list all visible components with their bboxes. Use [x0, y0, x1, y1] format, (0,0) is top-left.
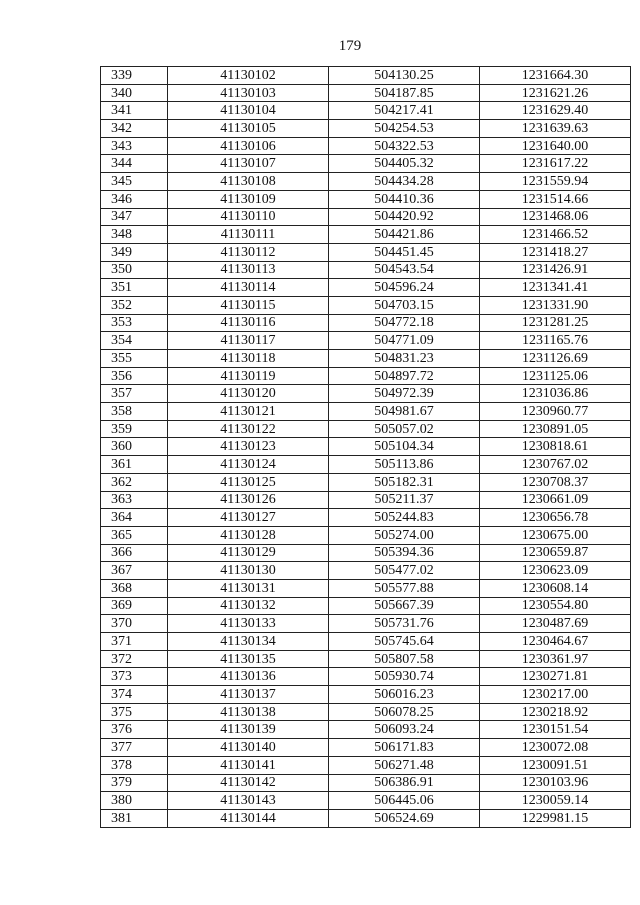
row-number-cell: 340 — [101, 84, 168, 102]
point-id-cell: 41130104 — [168, 102, 329, 120]
y-coordinate-cell: 1231426.91 — [480, 261, 631, 279]
x-coordinate-cell: 504831.23 — [329, 350, 480, 368]
row-number-cell: 365 — [101, 526, 168, 544]
y-coordinate-cell: 1231331.90 — [480, 296, 631, 314]
y-coordinate-cell: 1231036.86 — [480, 385, 631, 403]
table-row — [101, 756, 631, 774]
point-id-cell: 41130107 — [168, 155, 329, 173]
x-coordinate-cell: 506386.91 — [329, 774, 480, 792]
row-number-cell: 351 — [101, 279, 168, 297]
x-coordinate-cell: 505104.34 — [329, 438, 480, 456]
row-number-cell: 357 — [101, 385, 168, 403]
x-coordinate-cell: 504410.36 — [329, 190, 480, 208]
x-coordinate-cell: 505113.86 — [329, 456, 480, 474]
row-number-cell: 353 — [101, 314, 168, 332]
row-number-cell: 344 — [101, 155, 168, 173]
point-id-cell: 41130102 — [168, 67, 329, 85]
y-coordinate-cell: 1231639.63 — [480, 120, 631, 138]
table-row — [101, 385, 631, 403]
point-id-cell: 41130144 — [168, 809, 329, 827]
table-row — [101, 350, 631, 368]
y-coordinate-cell: 1230217.00 — [480, 686, 631, 704]
x-coordinate-cell: 505182.31 — [329, 473, 480, 491]
point-id-cell: 41130121 — [168, 403, 329, 421]
point-id-cell: 41130134 — [168, 633, 329, 651]
x-coordinate-cell: 504434.28 — [329, 173, 480, 191]
table-row — [101, 296, 631, 314]
x-coordinate-cell: 504405.32 — [329, 155, 480, 173]
table-row — [101, 155, 631, 173]
row-number-cell: 372 — [101, 650, 168, 668]
x-coordinate-cell: 504771.09 — [329, 332, 480, 350]
y-coordinate-cell: 1230059.14 — [480, 792, 631, 810]
table-row — [101, 509, 631, 527]
point-id-cell: 41130103 — [168, 84, 329, 102]
point-id-cell: 41130129 — [168, 544, 329, 562]
row-number-cell: 350 — [101, 261, 168, 279]
x-coordinate-cell: 504703.15 — [329, 296, 480, 314]
row-number-cell: 346 — [101, 190, 168, 208]
table-row — [101, 597, 631, 615]
x-coordinate-cell: 504254.53 — [329, 120, 480, 138]
table-row — [101, 84, 631, 102]
x-coordinate-cell: 504596.24 — [329, 279, 480, 297]
x-coordinate-cell: 506445.06 — [329, 792, 480, 810]
y-coordinate-cell: 1231126.69 — [480, 350, 631, 368]
point-id-cell: 41130138 — [168, 703, 329, 721]
x-coordinate-cell: 504130.25 — [329, 67, 480, 85]
y-coordinate-cell: 1231559.94 — [480, 173, 631, 191]
point-id-cell: 41130143 — [168, 792, 329, 810]
x-coordinate-cell: 505477.02 — [329, 562, 480, 580]
y-coordinate-cell: 1230708.37 — [480, 473, 631, 491]
x-coordinate-cell: 506016.23 — [329, 686, 480, 704]
point-id-cell: 41130110 — [168, 208, 329, 226]
table-row — [101, 544, 631, 562]
coordinate-table-body — [101, 67, 631, 828]
page-number: 179 — [338, 38, 362, 54]
row-number-cell: 341 — [101, 102, 168, 120]
table-row — [101, 261, 631, 279]
table-row — [101, 120, 631, 138]
table-row — [101, 279, 631, 297]
y-coordinate-cell: 1231165.76 — [480, 332, 631, 350]
row-number-cell: 356 — [101, 367, 168, 385]
table-row — [101, 367, 631, 385]
point-id-cell: 41130122 — [168, 420, 329, 438]
point-id-cell: 41130141 — [168, 756, 329, 774]
point-id-cell: 41130142 — [168, 774, 329, 792]
point-id-cell: 41130105 — [168, 120, 329, 138]
table-row — [101, 420, 631, 438]
row-number-cell: 373 — [101, 668, 168, 686]
x-coordinate-cell: 505244.83 — [329, 509, 480, 527]
table-row — [101, 243, 631, 261]
table-row — [101, 739, 631, 757]
row-number-cell: 368 — [101, 579, 168, 597]
x-coordinate-cell: 504972.39 — [329, 385, 480, 403]
table-row — [101, 703, 631, 721]
point-id-cell: 41130130 — [168, 562, 329, 580]
row-number-cell: 361 — [101, 456, 168, 474]
x-coordinate-cell: 505211.37 — [329, 491, 480, 509]
row-number-cell: 358 — [101, 403, 168, 421]
y-coordinate-cell: 1230818.61 — [480, 438, 631, 456]
point-id-cell: 41130137 — [168, 686, 329, 704]
point-id-cell: 41130109 — [168, 190, 329, 208]
table-row — [101, 579, 631, 597]
table-row — [101, 314, 631, 332]
table-row — [101, 332, 631, 350]
x-coordinate-cell: 504421.86 — [329, 226, 480, 244]
row-number-cell: 381 — [101, 809, 168, 827]
y-coordinate-cell: 1231281.25 — [480, 314, 631, 332]
y-coordinate-cell: 1231468.06 — [480, 208, 631, 226]
y-coordinate-cell: 1230464.67 — [480, 633, 631, 651]
table-row — [101, 137, 631, 155]
table-row — [101, 456, 631, 474]
y-coordinate-cell: 1230767.02 — [480, 456, 631, 474]
row-number-cell: 362 — [101, 473, 168, 491]
y-coordinate-cell: 1230554.80 — [480, 597, 631, 615]
row-number-cell: 380 — [101, 792, 168, 810]
y-coordinate-cell: 1230271.81 — [480, 668, 631, 686]
point-id-cell: 41130133 — [168, 615, 329, 633]
table-row — [101, 809, 631, 827]
point-id-cell: 41130115 — [168, 296, 329, 314]
row-number-cell: 347 — [101, 208, 168, 226]
point-id-cell: 41130139 — [168, 721, 329, 739]
point-id-cell: 41130123 — [168, 438, 329, 456]
point-id-cell: 41130114 — [168, 279, 329, 297]
x-coordinate-cell: 506078.25 — [329, 703, 480, 721]
row-number-cell: 376 — [101, 721, 168, 739]
y-coordinate-cell: 1230072.08 — [480, 739, 631, 757]
row-number-cell: 352 — [101, 296, 168, 314]
x-coordinate-cell: 505577.88 — [329, 579, 480, 597]
table-row — [101, 721, 631, 739]
table-row — [101, 668, 631, 686]
x-coordinate-cell: 505057.02 — [329, 420, 480, 438]
y-coordinate-cell: 1230623.09 — [480, 562, 631, 580]
x-coordinate-cell: 504981.67 — [329, 403, 480, 421]
point-id-cell: 41130131 — [168, 579, 329, 597]
row-number-cell: 342 — [101, 120, 168, 138]
point-id-cell: 41130112 — [168, 243, 329, 261]
table-row — [101, 102, 631, 120]
y-coordinate-cell: 1230361.97 — [480, 650, 631, 668]
y-coordinate-cell: 1230487.69 — [480, 615, 631, 633]
row-number-cell: 343 — [101, 137, 168, 155]
x-coordinate-cell: 504420.92 — [329, 208, 480, 226]
point-id-cell: 41130106 — [168, 137, 329, 155]
table-row — [101, 403, 631, 421]
row-number-cell: 375 — [101, 703, 168, 721]
y-coordinate-cell: 1231640.00 — [480, 137, 631, 155]
x-coordinate-cell: 505731.76 — [329, 615, 480, 633]
y-coordinate-cell: 1230151.54 — [480, 721, 631, 739]
row-number-cell: 345 — [101, 173, 168, 191]
table-row — [101, 438, 631, 456]
x-coordinate-cell: 504543.54 — [329, 261, 480, 279]
y-coordinate-cell: 1231514.66 — [480, 190, 631, 208]
y-coordinate-cell: 1231125.06 — [480, 367, 631, 385]
point-id-cell: 41130111 — [168, 226, 329, 244]
table-row — [101, 491, 631, 509]
table-row — [101, 208, 631, 226]
y-coordinate-cell: 1231664.30 — [480, 67, 631, 85]
point-id-cell: 41130135 — [168, 650, 329, 668]
point-id-cell: 41130113 — [168, 261, 329, 279]
x-coordinate-cell: 505667.39 — [329, 597, 480, 615]
point-id-cell: 41130117 — [168, 332, 329, 350]
y-coordinate-cell: 1231617.22 — [480, 155, 631, 173]
x-coordinate-cell: 506093.24 — [329, 721, 480, 739]
x-coordinate-cell: 504451.45 — [329, 243, 480, 261]
point-id-cell: 41130126 — [168, 491, 329, 509]
table-row — [101, 615, 631, 633]
row-number-cell: 370 — [101, 615, 168, 633]
x-coordinate-cell: 504322.53 — [329, 137, 480, 155]
x-coordinate-cell: 504187.85 — [329, 84, 480, 102]
y-coordinate-cell: 1230675.00 — [480, 526, 631, 544]
point-id-cell: 41130140 — [168, 739, 329, 757]
point-id-cell: 41130132 — [168, 597, 329, 615]
y-coordinate-cell: 1231466.52 — [480, 226, 631, 244]
table-row — [101, 792, 631, 810]
table-row — [101, 650, 631, 668]
y-coordinate-cell: 1230960.77 — [480, 403, 631, 421]
row-number-cell: 349 — [101, 243, 168, 261]
x-coordinate-cell: 505930.74 — [329, 668, 480, 686]
table-row — [101, 633, 631, 651]
coordinate-table — [100, 66, 631, 828]
x-coordinate-cell: 506271.48 — [329, 756, 480, 774]
row-number-cell: 359 — [101, 420, 168, 438]
y-coordinate-cell: 1231418.27 — [480, 243, 631, 261]
y-coordinate-cell: 1230656.78 — [480, 509, 631, 527]
table-row — [101, 526, 631, 544]
row-number-cell: 374 — [101, 686, 168, 704]
y-coordinate-cell: 1230659.87 — [480, 544, 631, 562]
point-id-cell: 41130116 — [168, 314, 329, 332]
row-number-cell: 354 — [101, 332, 168, 350]
row-number-cell: 339 — [101, 67, 168, 85]
y-coordinate-cell: 1230091.51 — [480, 756, 631, 774]
row-number-cell: 371 — [101, 633, 168, 651]
row-number-cell: 379 — [101, 774, 168, 792]
x-coordinate-cell: 505807.58 — [329, 650, 480, 668]
y-coordinate-cell: 1231629.40 — [480, 102, 631, 120]
y-coordinate-cell: 1230661.09 — [480, 491, 631, 509]
x-coordinate-cell: 506524.69 — [329, 809, 480, 827]
point-id-cell: 41130119 — [168, 367, 329, 385]
y-coordinate-cell: 1231621.26 — [480, 84, 631, 102]
table-row — [101, 774, 631, 792]
point-id-cell: 41130118 — [168, 350, 329, 368]
table-row — [101, 67, 631, 85]
point-id-cell: 41130136 — [168, 668, 329, 686]
table-row — [101, 173, 631, 191]
table-row — [101, 190, 631, 208]
row-number-cell: 366 — [101, 544, 168, 562]
row-number-cell: 378 — [101, 756, 168, 774]
row-number-cell: 367 — [101, 562, 168, 580]
point-id-cell: 41130127 — [168, 509, 329, 527]
table-row — [101, 473, 631, 491]
x-coordinate-cell: 505274.00 — [329, 526, 480, 544]
table-row — [101, 686, 631, 704]
row-number-cell: 364 — [101, 509, 168, 527]
y-coordinate-cell: 1230608.14 — [480, 579, 631, 597]
row-number-cell: 369 — [101, 597, 168, 615]
x-coordinate-cell: 505745.64 — [329, 633, 480, 651]
y-coordinate-cell: 1229981.15 — [480, 809, 631, 827]
x-coordinate-cell: 504217.41 — [329, 102, 480, 120]
x-coordinate-cell: 504772.18 — [329, 314, 480, 332]
point-id-cell: 41130108 — [168, 173, 329, 191]
row-number-cell: 355 — [101, 350, 168, 368]
table-row — [101, 562, 631, 580]
x-coordinate-cell: 506171.83 — [329, 739, 480, 757]
row-number-cell: 360 — [101, 438, 168, 456]
y-coordinate-cell: 1230103.96 — [480, 774, 631, 792]
y-coordinate-cell: 1230218.92 — [480, 703, 631, 721]
row-number-cell: 377 — [101, 739, 168, 757]
table-row — [101, 226, 631, 244]
y-coordinate-cell: 1231341.41 — [480, 279, 631, 297]
point-id-cell: 41130120 — [168, 385, 329, 403]
point-id-cell: 41130125 — [168, 473, 329, 491]
point-id-cell: 41130124 — [168, 456, 329, 474]
x-coordinate-cell: 504897.72 — [329, 367, 480, 385]
row-number-cell: 348 — [101, 226, 168, 244]
x-coordinate-cell: 505394.36 — [329, 544, 480, 562]
y-coordinate-cell: 1230891.05 — [480, 420, 631, 438]
row-number-cell: 363 — [101, 491, 168, 509]
point-id-cell: 41130128 — [168, 526, 329, 544]
